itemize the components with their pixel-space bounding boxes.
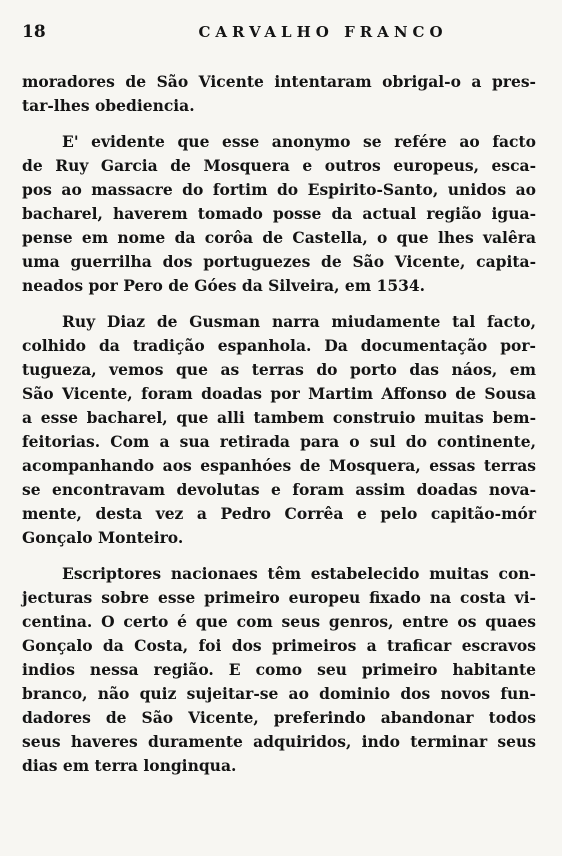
text-line: seus haveres duramente adquiridos, indo terminar seus	[22, 732, 536, 751]
paragraph	[22, 130, 536, 298]
text-line: dias em terra longinqua.	[22, 756, 237, 775]
paragraph	[22, 310, 536, 550]
text-line: pos ao massacre do fortim do Espirito-Santo, unidos ao	[22, 180, 536, 199]
text-line: Ruy Diaz de Gusman narra miudamente tal facto,	[62, 312, 536, 331]
text-line: colhido da tradição espanhola. Da documentação por-	[22, 336, 536, 355]
text-line: tar-lhes obediencia.	[22, 96, 195, 115]
text-line: jecturas sobre esse primeiro europeu fixado na costa vi-	[22, 588, 536, 607]
text-line: indios nessa região. E como seu primeiro habitante	[22, 660, 536, 679]
text-line: tugueza, vemos que as terras do porto das náos, em	[22, 360, 536, 379]
running-head: CARVALHO FRANCO	[198, 23, 448, 41]
text-line: acompanhando aos espanhóes de Mosquera, essas terras	[22, 456, 536, 475]
text-line: Gonçalo da Costa, foi dos primeiros a traficar escravos	[22, 636, 536, 655]
text-line: branco, não quiz sujeitar-se ao dominio dos novos fun-	[22, 684, 536, 703]
page-body	[22, 70, 536, 790]
text-line: São Vicente, foram doadas por Martim Affonso de Sousa	[22, 384, 536, 403]
text-line: E' evidente que esse anonymo se refére ao facto	[62, 132, 536, 151]
paragraph	[22, 562, 536, 778]
page-number: 18	[22, 22, 46, 42]
text-line: a esse bacharel, que alli tambem construio muitas bem-	[22, 408, 536, 427]
text-line: moradores de São Vicente intentaram obrigal-o a pres-	[22, 72, 536, 91]
paragraph	[22, 70, 536, 118]
text-line: centina. O certo é que com seus genros, entre os quaes	[22, 612, 536, 631]
text-line: uma guerrilha dos portuguezes de São Vicente, capita-	[22, 252, 536, 271]
text-line: neados por Pero de Góes da Silveira, em 1534.	[22, 276, 426, 295]
text-line: feitorias. Com a sua retirada para o sul do continente,	[22, 432, 536, 451]
text-line: Escriptores nacionaes têm estabelecido muitas con-	[62, 564, 536, 583]
text-line: bacharel, haverem tomado posse da actual região igua-	[22, 204, 536, 223]
text-line: de Ruy Garcia de Mosquera e outros europeus, esca-	[22, 156, 536, 175]
text-line: se encontravam devolutas e foram assim doadas nova-	[22, 480, 536, 499]
text-line: pense em nome da corôa de Castella, o que lhes valêra	[22, 228, 536, 247]
text-line: Gonçalo Monteiro.	[22, 528, 184, 547]
text-line: mente, desta vez a Pedro Corrêa e pelo capitão-mór	[22, 504, 536, 523]
text-line: dadores de São Vicente, preferindo abandonar todos	[22, 708, 536, 727]
page-header	[22, 22, 544, 46]
